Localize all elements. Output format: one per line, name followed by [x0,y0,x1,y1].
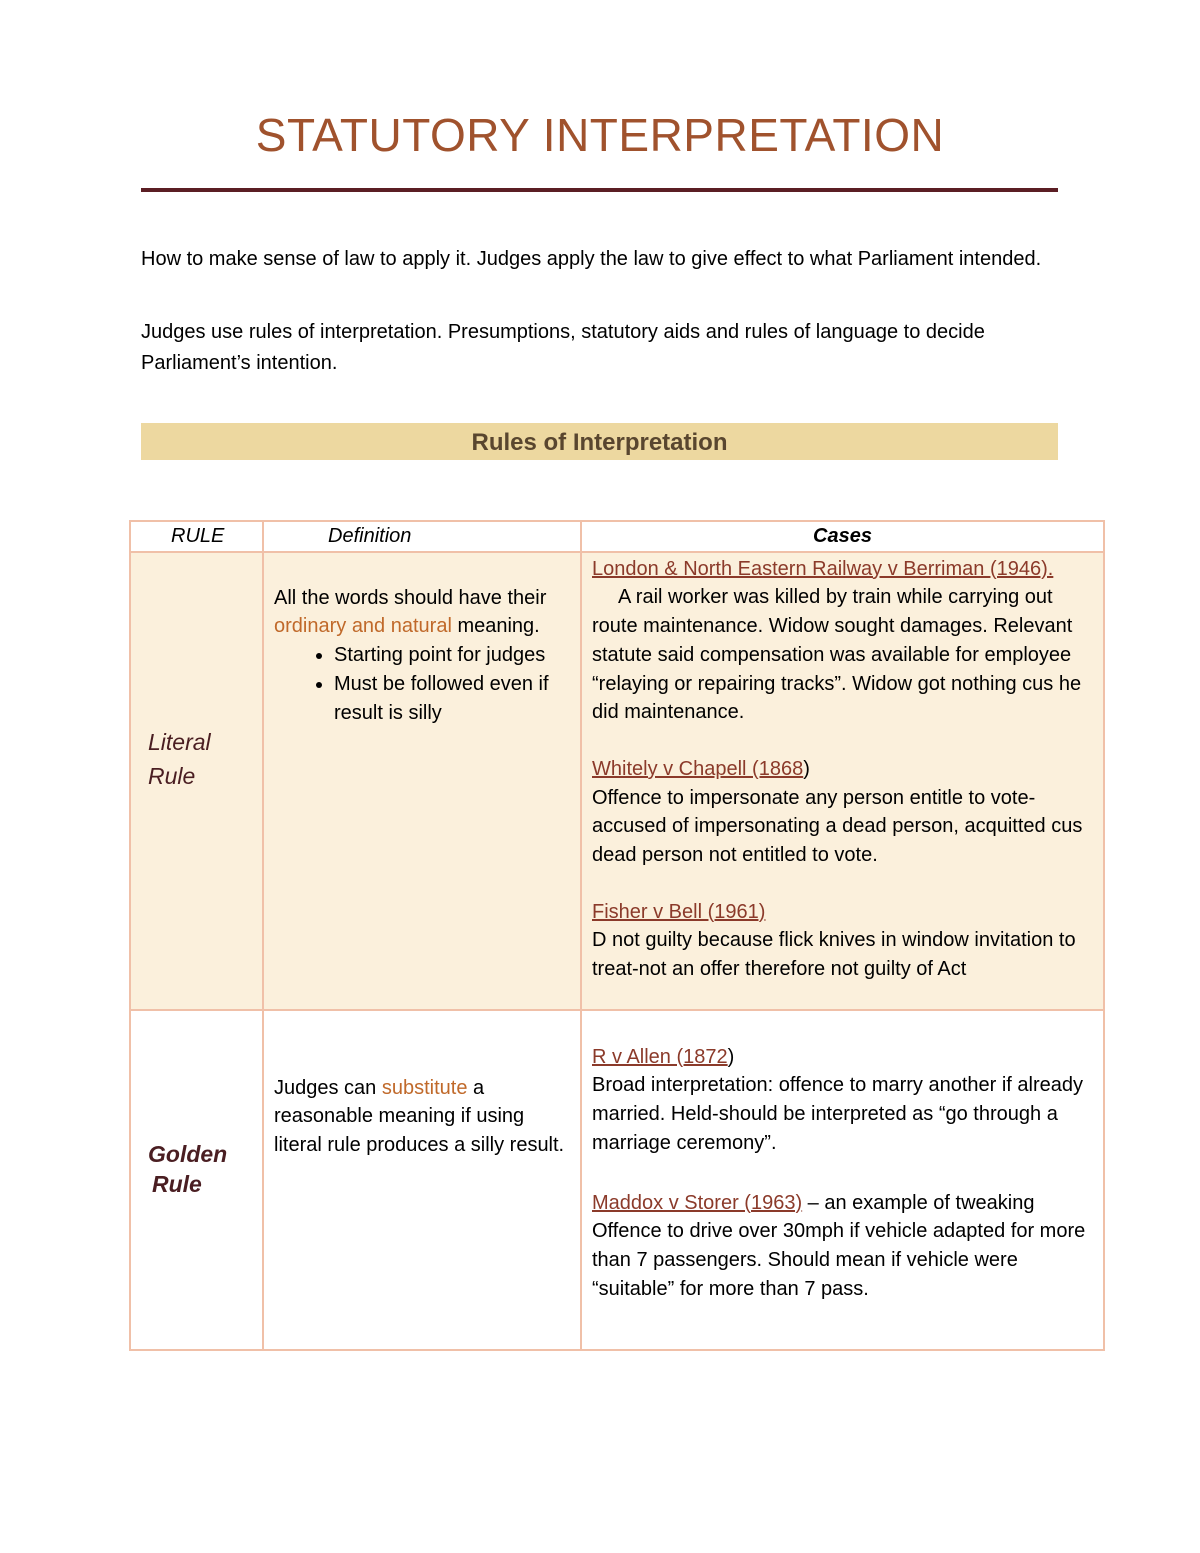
case-description: Offence to drive over 30mph if vehicle adapted for more than 7 passengers. Should mean if vehicle were “suitable” for more than 7 pass. [592,1220,1086,1300]
case-title: London & North Eastern Railway v Berriman (1946). [592,557,1054,580]
case-title-suffix: ) [727,1045,735,1068]
intro-text-1: How to make sense of law to apply it. Judges apply the law to give effect to what Parliament intended. [141,248,1042,270]
rule-name-golden [141,1139,252,1199]
header-cases: Cases [581,521,1104,552]
header-definition: Definition [263,521,581,552]
definition-literal [274,584,570,641]
definition-highlight: ordinary and natural [274,615,452,638]
spacer [592,1158,1093,1189]
case-description: A rail worker was killed by train while carrying out route maintenance. Widow sought damages. Relevant statute said compensation was available for employee “relaying or repairing tracks”. Widow got nothing cus he did maintenance. [592,586,1082,724]
definition-golden [274,1074,570,1160]
definition-text-end: a reasonable meaning if using literal rule produces a silly result. [274,1076,565,1157]
rule-cell-golden [130,1010,263,1350]
rule-name-literal [141,725,252,793]
definition-text: Judges can [274,1076,382,1099]
case-description: Offence to impersonate any person entitle to vote- accused of impersonating a dead person, acquitted cus dead person not entitled to vote. [592,786,1083,867]
definition-text-end: meaning. [451,615,540,638]
header-rule: RULE [130,521,263,552]
case-title: Maddox v Storer (1963) [592,1191,803,1214]
page-title: STATUTORY INTERPRETATION [255,109,945,161]
rule-name-line-1: Golden [148,1140,228,1167]
rules-table [129,520,1105,1351]
case-title: R v Allen (1872 [592,1045,728,1068]
case-1 [592,555,1093,584]
rule-name-line-2: Rule [152,1170,202,1197]
definition-text: All the words should have their [274,586,547,609]
table-row-literal-rule [130,552,1104,1010]
table-header-row [130,521,1104,552]
section-heading: Rules of Interpretation [141,423,1058,460]
case-3 [592,898,1093,927]
spacer [592,870,1093,898]
rule-name-line-2: Rule [148,762,196,789]
case-title: Whitely v Chapell (1868 [592,757,804,780]
title-divider [141,188,1058,192]
bullet-item: • Starting point for judges [334,641,570,670]
definition-highlight: substitute [381,1076,468,1099]
case-title: Fisher v Bell (1961) [592,900,766,923]
case-description: D not guilty because flick knives in window invitation to treat-not an offer therefore not guilty of Act [592,929,1076,981]
cases-cell-literal [581,552,1104,1010]
case-description: Broad interpretation: offence to marry another if already married. Held-should be interpreted as “go through a marriage ceremony”. [592,1074,1084,1154]
cases-cell-golden [581,1010,1104,1350]
definition-bullets [274,641,570,727]
case-2 [592,755,1093,784]
case-title-suffix: ) [803,757,810,780]
intro-text-2: Judges use rules of interpretation. Presumptions, statutory aids and rules of language to decide Parliament’s intention. [141,321,985,374]
table-row-golden-rule [130,1010,1104,1350]
intro-paragraph-2 [141,317,1061,379]
spacer [592,727,1093,755]
rule-name-line-1: Literal [148,728,211,755]
definition-cell-literal [263,552,581,1010]
case-2 [592,1189,1093,1218]
case-1 [592,1043,1093,1072]
rule-cell-literal [130,552,263,1010]
case-title-suffix: – an example of tweaking [802,1191,1035,1214]
definition-cell-golden [263,1010,581,1350]
bullet-item: • Must be followed even if result is silly [334,670,570,727]
intro-paragraph-1 [141,244,1061,275]
